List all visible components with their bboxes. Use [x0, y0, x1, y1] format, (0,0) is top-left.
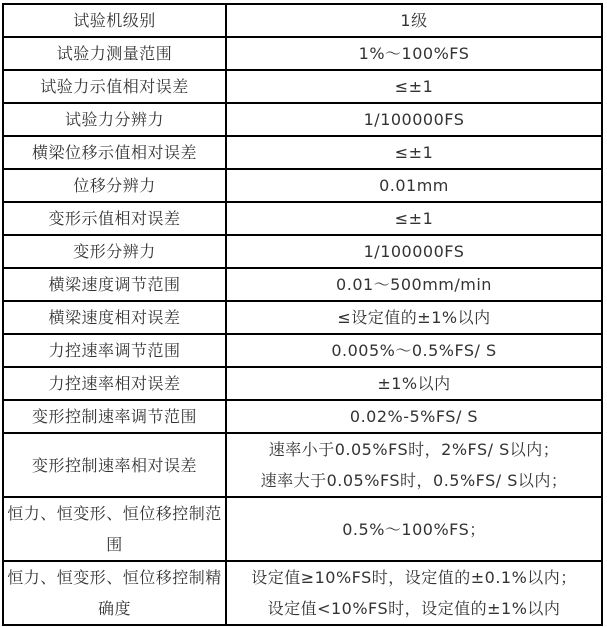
spec-value: 0.005%～0.5%FS/ S [226, 334, 602, 367]
table-row [3, 103, 602, 136]
table-row [3, 136, 602, 169]
spec-value: 0.01mm [226, 169, 602, 202]
table-row [3, 334, 602, 367]
table-row [3, 202, 602, 235]
spec-value: ±1%以内 [226, 367, 602, 400]
spec-value [226, 561, 602, 625]
spec-value: ≤±1 [226, 70, 602, 103]
spec-value: ≤±1 [226, 136, 602, 169]
spec-value: 1/100000FS [226, 103, 602, 136]
spec-value: ≤设定值的±1%以内 [226, 301, 602, 334]
spec-value-line: 速率大于0.05%FS时，0.5%FS/ S以内； [260, 471, 568, 490]
spec-label: 恒力、恒变形、恒位移控制范围 [3, 497, 226, 561]
spec-label: 横梁速度调节范围 [3, 268, 226, 301]
spec-label: 力控速率相对误差 [3, 367, 226, 400]
spec-label: 试验机级别 [3, 4, 226, 37]
spec-value: 1/100000FS [226, 235, 602, 268]
table-row [3, 70, 602, 103]
spec-label: 变形控制速率相对误差 [3, 433, 226, 497]
table-row [3, 268, 602, 301]
spec-label: 试验力测量范围 [3, 37, 226, 70]
spec-value: 1级 [226, 4, 602, 37]
spec-value: 0.5%～100%FS； [226, 497, 602, 561]
spec-label: 试验力示值相对误差 [3, 70, 226, 103]
spec-label: 变形控制速率调节范围 [3, 400, 226, 433]
spec-label: 横梁速度相对误差 [3, 301, 226, 334]
spec-label: 变形分辨力 [3, 235, 226, 268]
table-row [3, 367, 602, 400]
table-row [3, 561, 602, 625]
table-row [3, 169, 602, 202]
spec-value: ≤±1 [226, 202, 602, 235]
table-row [3, 497, 602, 561]
specification-table [2, 3, 603, 626]
spec-value [226, 433, 602, 497]
spec-value: 0.02%-5%FS/ S [226, 400, 602, 433]
spec-label: 恒力、恒变形、恒位移控制精确度 [3, 561, 226, 625]
spec-value: 1%～100%FS [226, 37, 602, 70]
spec-value: 0.01～500mm/min [226, 268, 602, 301]
spec-value-line: 速率小于0.05%FS时，2%FS/ S以内； [268, 440, 560, 459]
spec-value-line: 设定值<10%FS时，设定值的±1%以内 [267, 599, 561, 618]
spec-label: 变形示值相对误差 [3, 202, 226, 235]
table-row [3, 37, 602, 70]
spec-label: 横梁位移示值相对误差 [3, 136, 226, 169]
spec-label: 试验力分辨力 [3, 103, 226, 136]
table-row [3, 301, 602, 334]
table-row [3, 4, 602, 37]
table-row [3, 433, 602, 497]
table-row [3, 235, 602, 268]
spec-value-line: 设定值≥10%FS时，设定值的±0.1%以内； [251, 568, 577, 587]
spec-label: 力控速率调节范围 [3, 334, 226, 367]
table-row [3, 400, 602, 433]
spec-label: 位移分辨力 [3, 169, 226, 202]
